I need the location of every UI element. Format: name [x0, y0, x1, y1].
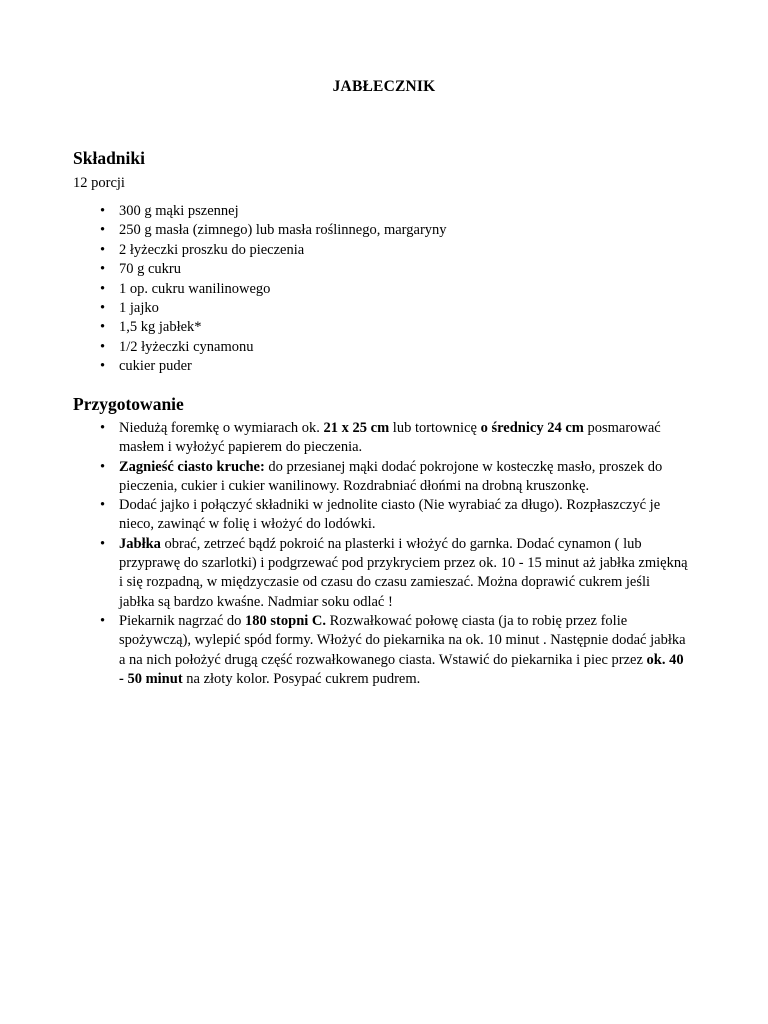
step-text: Rozwałkować połowę ciasta (ja to robię przez folie spożywczą), wylepić spód formy. Włożyć do piekarnika na ok. 10 minut . Następnie dodać jabłka a na nich położyć drugą część rozwałkowanego ciasta. Wstawić do piekarnika i piec przez: [119, 612, 686, 668]
ingredients-heading: Składniki: [73, 148, 145, 168]
step-text: do przesianej mąki dodać pokrojone w kosteczkę masło, proszek do pieczenia, cukier i cukier wanilinowy. Rozdrabniać dłońmi na drobną kruszonkę.: [119, 458, 663, 494]
ingredient-item: • 250 g masła (zimnego) lub masła roślinnego, margaryny: [0, 221, 768, 240]
ingredient-item: • 1 op. cukru wanilinowego: [0, 280, 768, 299]
step-text: posmarować masłem i wyłożyć papierem do pieczenia.: [119, 420, 661, 456]
ingredients-list: [0, 202, 768, 377]
step-bold-text: o średnicy 24 cm: [480, 420, 584, 436]
step-bold-text: Zagnieść ciasto kruche:: [119, 458, 265, 475]
ingredient-item: • 1,5 kg jabłek*: [0, 318, 768, 337]
step-text: obrać, zetrzeć bądź pokroić na plasterki i włożyć do garnka. Dodać cynamon ( lub przyprawę do szarlotki) i podgrzewać pod przykryciem przez ok. 10 - 15 minut aż jabłka zmiękną i się rozpadną, w międzyczasie od czasu do czasu zamieszać. Można doprawić cukrem jeśli jabłka są bardzo kwaśne. Nadmiar soku odlać !: [119, 535, 688, 610]
step-bold-text: 21 x 25 cm: [323, 420, 390, 436]
ingredient-item: • 70 g cukru: [0, 260, 768, 279]
ingredient-item: • 300 g mąki pszennej: [0, 202, 768, 221]
preparation-step: [0, 419, 768, 458]
preparation-steps-list: [0, 419, 768, 689]
ingredient-item: • 1/2 łyżeczki cynamonu: [0, 338, 768, 357]
preparation-step: [0, 612, 768, 689]
step-text: Dodać jajko i połączyć składniki w jednolite ciasto (Nie wyrabiać za długo). Rozpłaszczyć je nieco, zawinąć w folię i włożyć do lodówki.: [119, 497, 661, 533]
preparation-step: [0, 535, 768, 612]
ingredient-item: • cukier puder: [0, 357, 768, 376]
preparation-step: [0, 458, 768, 497]
step-bold-text: 180 stopni C.: [245, 612, 327, 629]
preparation-step: [0, 496, 768, 535]
preparation-heading: Przygotowanie: [73, 394, 184, 414]
step-bold-text: ok. 40 - 50 minut: [119, 651, 684, 687]
step-text: lub tortownicę: [389, 420, 481, 436]
step-text: Piekarnik nagrzać do: [119, 612, 246, 629]
step-text: Niedużą foremkę o wymiarach ok.: [119, 420, 324, 436]
ingredient-item: • 1 jajko: [0, 299, 768, 318]
step-bold-text: Jabłka: [119, 535, 161, 552]
ingredient-item: • 2 łyżeczki proszku do pieczenia: [0, 241, 768, 260]
step-text: na złoty kolor. Posypać cukrem pudrem.: [182, 670, 421, 687]
page-title: JABŁECZNIK: [332, 78, 436, 95]
servings-text: 12 porcji: [73, 175, 125, 191]
